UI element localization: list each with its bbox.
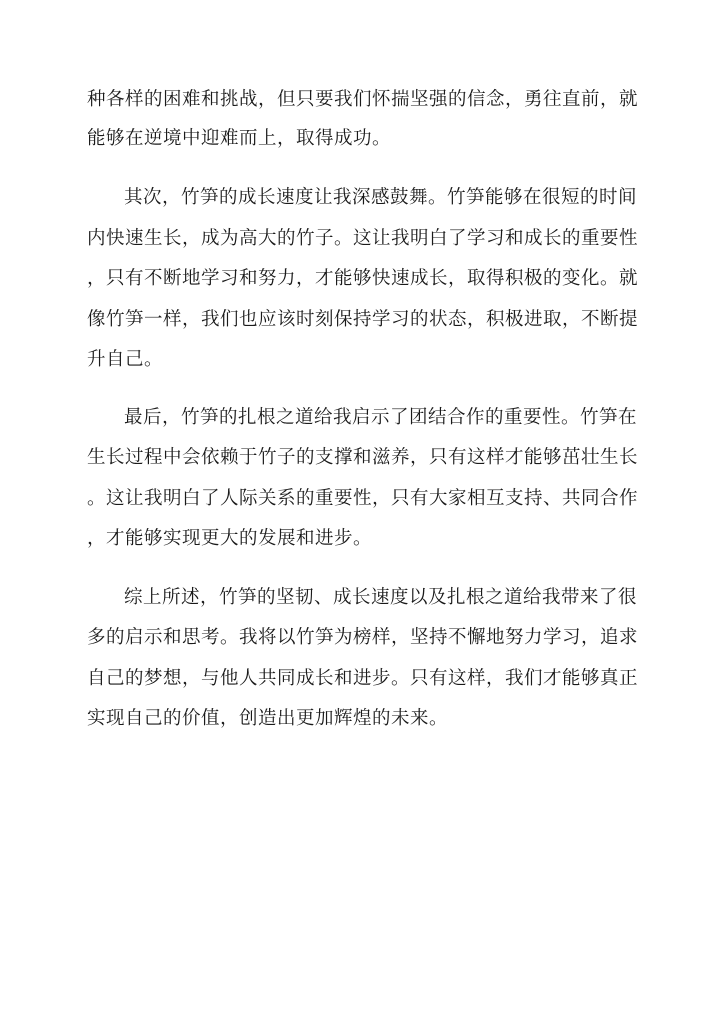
text-line: ，只有不断地学习和努力，才能够快速成长，取得积极的变化。就 xyxy=(87,268,639,289)
text-line: 实现自己的价值，创造出更加辉煌的未来。 xyxy=(87,708,449,729)
text-line: 像竹笋一样，我们也应该时刻保持学习的状态，积极进取，不断提 xyxy=(87,309,639,330)
text-line: 自己的梦想，与他人共同成长和进步。只有这样，我们才能够真正 xyxy=(87,668,639,689)
paragraph-first-line: 最后，竹笋的扎根之道给我启示了团结合作的重要性。竹笋在 xyxy=(124,407,638,428)
text-line: 多的启示和思考。我将以竹笋为榜样，坚持不懈地努力学习，追求 xyxy=(87,627,639,648)
paragraph-first-line: 其次，竹笋的成长速度让我深感鼓舞。竹笋能够在很短的时间 xyxy=(124,187,638,208)
text-line: 升自己。 xyxy=(87,349,164,370)
paragraph-first-line: 综上所述，竹笋的坚韧、成长速度以及扎根之道给我带来了很 xyxy=(124,587,638,608)
text-line: 能够在逆境中迎难而上，取得成功。 xyxy=(87,128,392,149)
text-line: 。这让我明白了人际关系的重要性，只有大家相互支持、共同合作 xyxy=(87,488,639,509)
text-line: 生长过程中会依赖于竹子的支撑和滋养，只有这样才能够茁壮生长 xyxy=(87,447,639,468)
text-line: 内快速生长，成为高大的竹子。这让我明白了学习和成长的重要性 xyxy=(87,228,639,249)
text-line: 种各样的困难和挑战，但只要我们怀揣坚强的信念，勇往直前，就 xyxy=(87,89,639,110)
text-line: ，才能够实现更大的发展和进步。 xyxy=(87,528,373,549)
